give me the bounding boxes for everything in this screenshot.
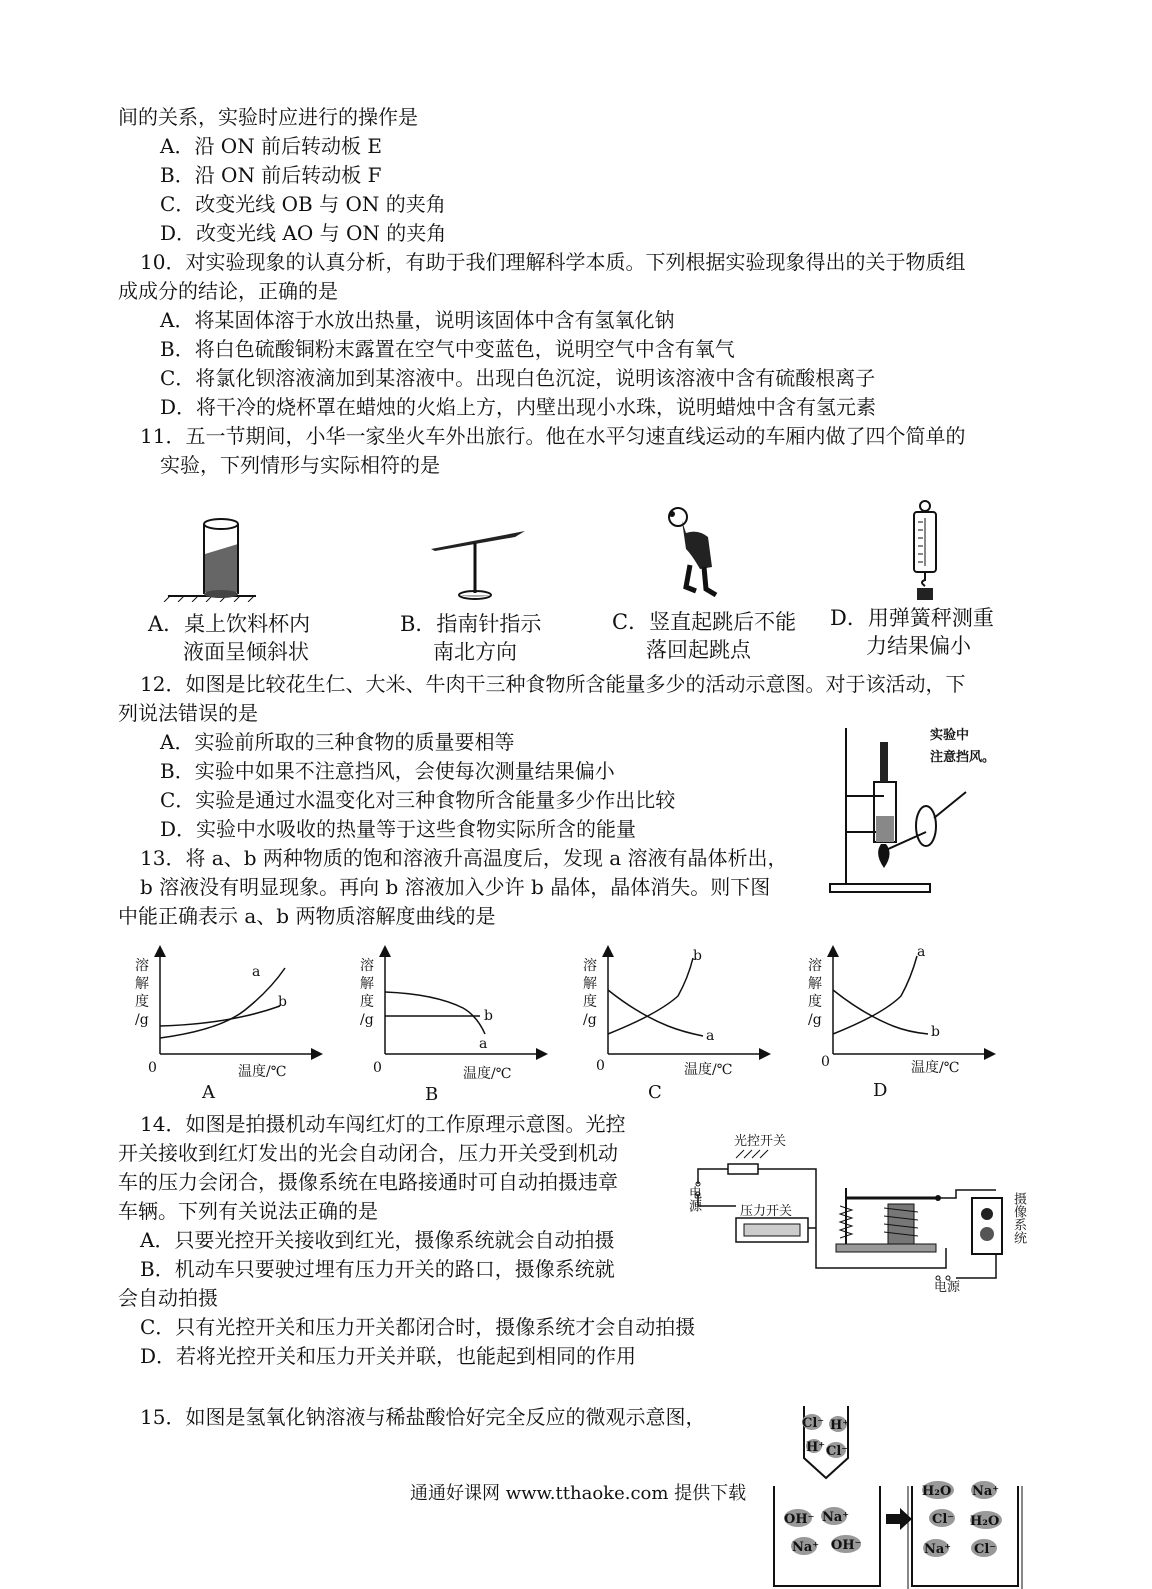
q12-stem-2: 列说法错误的是 (118, 701, 258, 725)
q10-stem-2: 成成分的结论，正确的是 (118, 279, 338, 303)
svg-text:H₂O: H₂O (922, 1484, 952, 1499)
graph-b (360, 948, 545, 1105)
q11-caption-a-2: 液面呈倾斜状 (183, 640, 309, 664)
q15-stem: 15．如图是氢氧化钠溶液与稀盐酸恰好完全反应的微观示意图， (140, 1405, 706, 1429)
svg-text:Cl⁻: Cl⁻ (932, 1512, 955, 1527)
q10-stem-1: 10．对实验现象的认真分析，有助于我们理解科学本质。下列根据实验现象得出的关于物质组 (140, 250, 966, 274)
q14-stem-3: 车的压力会闭合，摄像系统在电路接通时可自动拍摄违章 (118, 1170, 618, 1194)
y-label-char: 解 (808, 976, 822, 992)
q9-option-b: B．沿 ON 前后转动板 F (160, 163, 382, 187)
curve-a-label: a (706, 1028, 715, 1044)
y-label-char: 解 (583, 976, 597, 992)
q12-option-d: D．实验中水吸收的热量等于这些食物实际所含的能量 (160, 817, 637, 841)
svg-text:Na⁺: Na⁺ (924, 1542, 952, 1557)
q11-stem-1: 11．五一节期间，小华一家坐火车外出旅行。他在水平匀速直线运动的车厢内做了四个简单的 (140, 424, 966, 448)
spring-scale-figure (905, 500, 945, 605)
y-label-char: 度 (360, 994, 374, 1010)
graph-label-a: A (202, 1082, 215, 1103)
curve-a-label: a (479, 1036, 488, 1052)
y-label-char: 度 (808, 994, 822, 1010)
q12-stem-1: 12．如图是比较花生仁、大米、牛肉干三种食物所含能量多少的活动示意图。对于该活动，下 (140, 672, 966, 696)
figure-note-2: 注意挡风。 (930, 750, 996, 765)
q11-caption-d-1: D．用弹簧秤测重 (830, 606, 994, 630)
graph-label-d: D (873, 1080, 888, 1101)
svg-text:Na⁺: Na⁺ (972, 1484, 1000, 1499)
q13-stem-3: 中能正确表示 a、b 两物质溶解度曲线的是 (118, 904, 496, 928)
x-axis-label: 温度/℃ (463, 1066, 512, 1082)
q10-option-d: D．将干冷的烧杯罩在蜡烛的火焰上方，内壁出现小水珠，说明蜡烛中含有氢元素 (160, 395, 877, 419)
curve-a-label: a (917, 944, 926, 960)
q12-option-c: C．实验是通过水温变化对三种食物所含能量多少作出比较 (160, 788, 676, 812)
q11-stem-2: 实验，下列情形与实际相符的是 (160, 453, 440, 477)
label-pressure-switch: 压力开关 (740, 1204, 793, 1219)
solubility-graphs (120, 940, 1020, 1105)
curve-b-label: b (278, 994, 287, 1010)
svg-text:Na⁺: Na⁺ (792, 1540, 820, 1555)
q14-option-b: B．机动车只要驶过埋有压力开关的路口，摄像系统就 (140, 1257, 615, 1281)
q11-caption-a-1: A．桌上饮料杯内 (148, 612, 311, 636)
q14-stem-2: 开关接收到红灯发出的光会自动闭合，压力开关受到机动 (118, 1141, 618, 1165)
svg-text:H⁺: H⁺ (830, 1418, 850, 1433)
curve-b-label: b (693, 948, 702, 964)
y-label-char: /g (808, 1012, 822, 1028)
svg-text:Na⁺: Na⁺ (822, 1510, 850, 1525)
svg-text:OH⁻: OH⁻ (831, 1538, 862, 1553)
red-light-camera-circuit-figure (676, 1128, 1026, 1303)
q9-option-c: C．改变光线 OB 与 ON 的夹角 (160, 192, 446, 216)
y-label-char: 解 (360, 976, 374, 992)
q13-stem-1: 13．将 a、b 两种物质的饱和溶液升高温度后，发现 a 溶液有晶体析出， (140, 846, 788, 870)
graph-a (135, 948, 320, 1103)
q11-caption-c-2: 落回起跳点 (646, 638, 751, 662)
figure-note-1: 实验中 (930, 728, 970, 743)
q12-option-a: A．实验前所取的三种食物的质量要相等 (160, 730, 515, 754)
svg-text:H⁺: H⁺ (806, 1440, 826, 1455)
q11-caption-b-2: 南北方向 (433, 640, 517, 664)
q10-option-b: B．将白色硫酸铜粉末露置在空气中变蓝色，说明空气中含有氧气 (160, 337, 735, 361)
q11-caption-b-1: B．指南针指示 (400, 612, 542, 636)
tilted-cup-figure (160, 510, 260, 602)
curve-b-label: b (931, 1024, 940, 1040)
origin-label: 0 (373, 1060, 382, 1076)
svg-text:Cl⁻: Cl⁻ (826, 1444, 849, 1459)
footer-credit: 通通好课网 www.tthaoke.com 提供下载 (410, 1483, 747, 1504)
svg-text:Cl⁻: Cl⁻ (974, 1542, 997, 1557)
curve-b-label: b (484, 1008, 493, 1024)
y-label-char: 解 (135, 976, 149, 992)
x-axis-label: 温度/℃ (238, 1064, 287, 1080)
y-label-char: 度 (583, 994, 597, 1010)
y-label-char: /g (360, 1012, 374, 1028)
graph-label-c: C (648, 1082, 662, 1103)
q14-option-d: D．若将光控开关和压力开关并联，也能起到相同的作用 (140, 1344, 637, 1368)
y-label-char: 溶 (583, 958, 597, 974)
q9-option-a: A．沿 ON 前后转动板 E (160, 134, 383, 158)
curve-a-label: a (252, 964, 261, 980)
q12-option-b: B．实验中如果不注意挡风，会使每次测量结果偏小 (160, 759, 615, 783)
svg-text:Cl⁻: Cl⁻ (802, 1416, 825, 1431)
q9-stem: 间的关系，实验时应进行的操作是 (118, 105, 418, 129)
q9-option-d: D．改变光线 AO 与 ON 的夹角 (160, 221, 447, 245)
svg-text:H₂O: H₂O (970, 1514, 1000, 1529)
y-label-char: 溶 (808, 958, 822, 974)
compass-needle-figure (425, 525, 530, 603)
y-label-char: /g (583, 1012, 597, 1028)
label-light-switch: 光控开关 (734, 1134, 787, 1149)
q13-stem-2: b 溶液没有明显现象。再向 b 溶液加入少许 b 晶体，晶体消失。则下图 (140, 875, 771, 899)
q14-option-a: A．只要光控开关接收到红光，摄像系统就会自动拍摄 (140, 1228, 615, 1252)
q11-caption-d-2: 力结果偏小 (866, 634, 971, 658)
origin-label: 0 (596, 1058, 605, 1074)
neutralization-figure (768, 1402, 1038, 1589)
label-camera: 摄像系统 (1011, 1192, 1026, 1244)
y-label-char: 溶 (360, 958, 374, 974)
q14-option-b-cont: 会自动拍摄 (118, 1286, 218, 1310)
q11-caption-c-1: C．竖直起跳后不能 (612, 610, 797, 634)
x-axis-label: 温度/℃ (684, 1062, 733, 1078)
q14-option-c: C．只有光控开关和压力开关都闭合时，摄像系统才会自动拍摄 (140, 1315, 696, 1339)
x-axis-label: 温度/℃ (911, 1060, 960, 1076)
origin-label: 0 (821, 1054, 830, 1070)
label-power-2: 电源 (934, 1280, 961, 1295)
graph-c (583, 948, 768, 1103)
y-label-char: 溶 (135, 958, 149, 974)
svg-text:OH⁻: OH⁻ (784, 1512, 815, 1527)
y-label-char: 度 (135, 994, 149, 1010)
q14-stem-1: 14．如图是拍摄机动车闯红灯的工作原理示意图。光控 (140, 1112, 626, 1136)
q10-option-c: C．将氯化钡溶液滴加到某溶液中。出现白色沉淀，说明该溶液中含有硫酸根离子 (160, 366, 876, 390)
y-label-char: /g (135, 1012, 149, 1028)
jumping-person-figure (660, 505, 730, 605)
q14-stem-4: 车辆。下列有关说法正确的是 (118, 1199, 378, 1223)
graph-label-b: B (425, 1084, 439, 1105)
origin-label: 0 (148, 1060, 157, 1076)
q10-option-a: A．将某固体溶于水放出热量，说明该固体中含有氢氧化钠 (160, 308, 675, 332)
label-power-1: 电源 (686, 1186, 701, 1212)
graph-d (808, 944, 993, 1101)
